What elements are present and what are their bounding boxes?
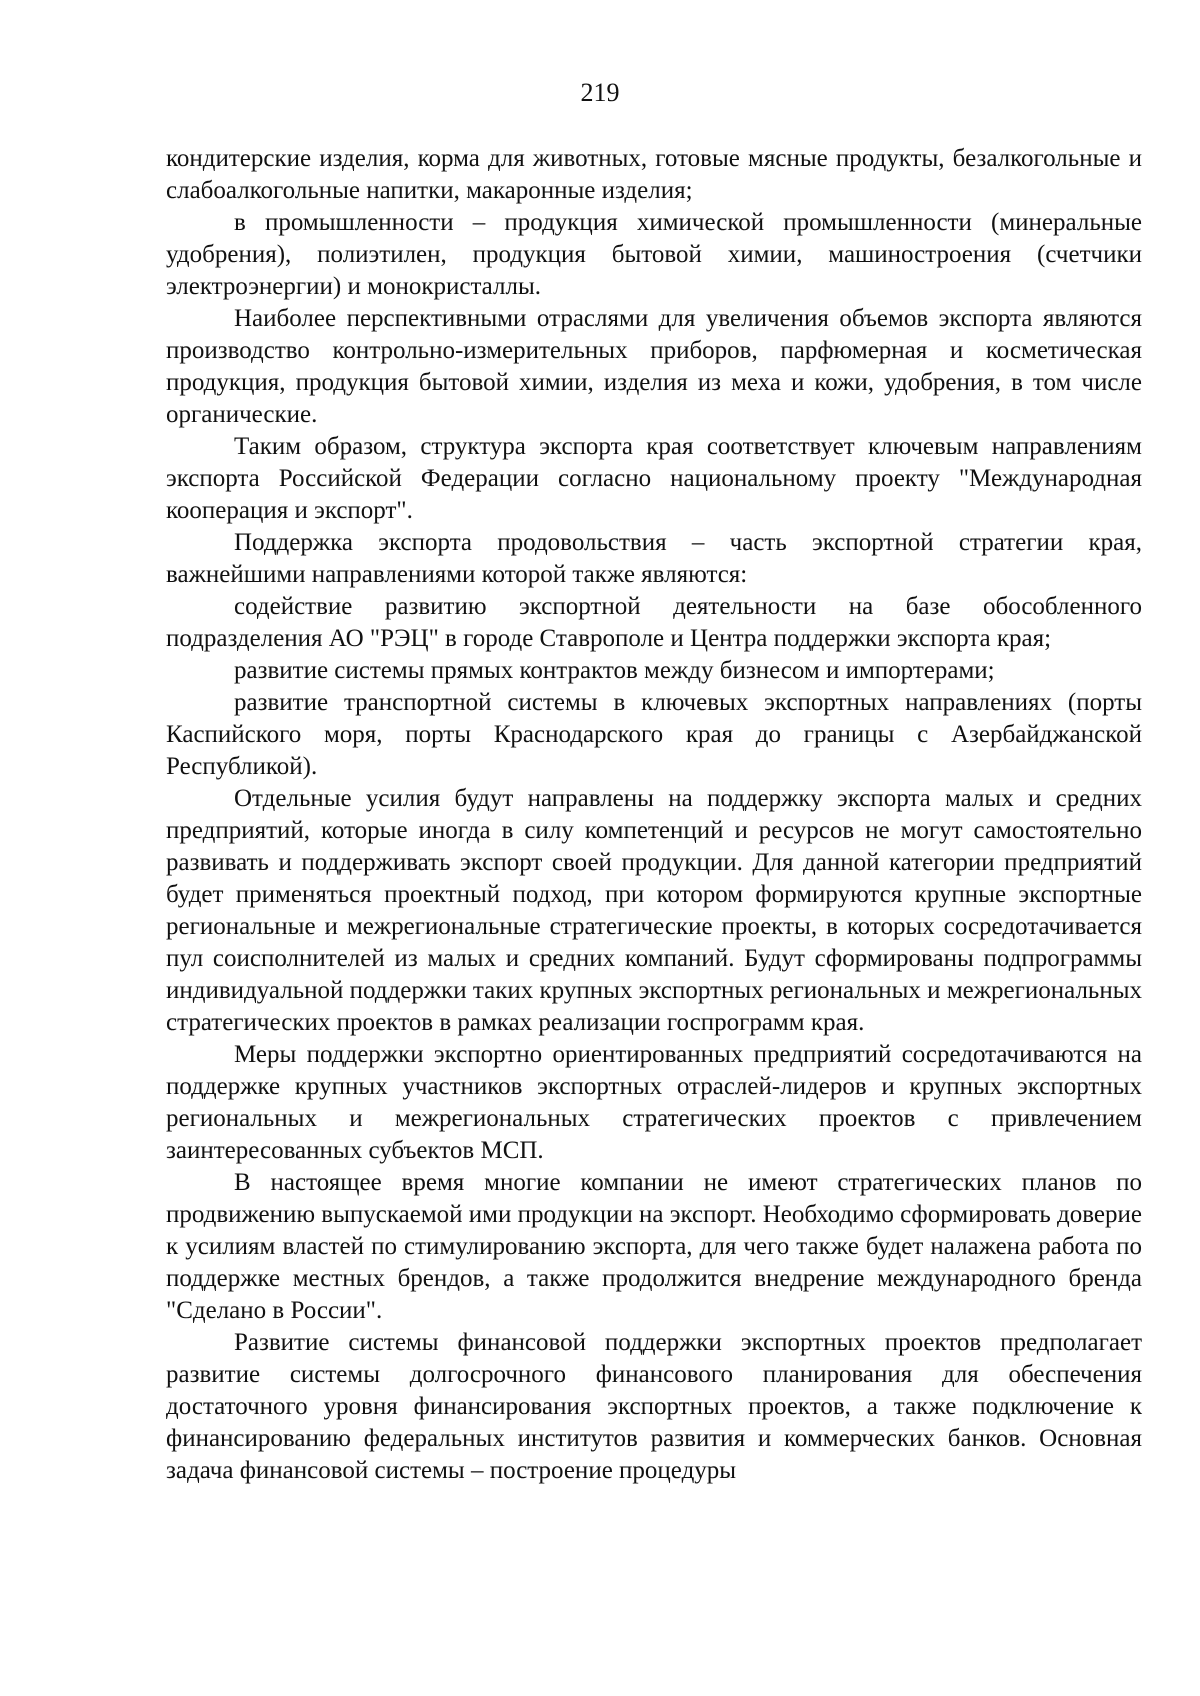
page-body bbox=[166, 143, 1142, 1487]
paragraph-5: Поддержка экспорта продовольствия – часть экспортной стратегии края, важнейшими направлениями которой также являются: bbox=[166, 529, 1142, 588]
paragraph-2: в промышленности – продукция химической промышленности (минеральные удобрения), полиэтилен, продукция бытовой химии, машиностроения (счетчики электроэнергии) и монокристаллы. bbox=[166, 209, 1142, 300]
paragraph-9: Отдельные усилия будут направлены на поддержку экспорта малых и средних предприятий, которые иногда в силу компетенций и ресурсов не могут самостоятельно развивать и поддерживать экспорт своей продукции. Для данной категории предприятий будет применяться проектный подход, при котором формируются крупные экспортные региональные и межрегиональные стратегические проекты, в которых сосредотачивается пул соисполнителей из малых и средних компаний. Будут сформированы подпрограммы индивидуальной поддержки таких крупных экспортных региональных и межрегиональных стратегических проектов в рамках реализации госпрограмм края. bbox=[166, 785, 1142, 1036]
paragraph-3: Наиболее перспективными отраслями для увеличения объемов экспорта являются производство контрольно-измерительных приборов, парфюмерная и косметическая продукция, продукция бытовой химии, изделия из меха и кожи, удобрения, в том числе органические. bbox=[166, 305, 1142, 428]
page-number: 219 bbox=[580, 78, 620, 107]
paragraph-4: Таким образом, структура экспорта края соответствует ключевым направлениям экспорта Российской Федерации согласно национальному проекту "Международная кооперация и экспорт". bbox=[166, 433, 1142, 524]
paragraph-7: развитие системы прямых контрактов между бизнесом и импортерами; bbox=[234, 657, 995, 684]
paragraph-12: Развитие системы финансовой поддержки экспортных проектов предполагает развитие системы долгосрочного финансового планирования для обеспечения достаточного уровня финансирования экспортных проектов, а также подключение к финансированию федеральных институтов развития и коммерческих банков. Основная задача финансовой системы – построение процедуры bbox=[166, 1329, 1142, 1484]
paragraph-6: содействие развитию экспортной деятельности на базе обособленного подразделения АО "РЭЦ" в городе Ставрополе и Центра поддержки экспорта края; bbox=[166, 593, 1142, 652]
paragraph-11: В настоящее время многие компании не имеют стратегических планов по продвижению выпускаемой ими продукции на экспорт. Необходимо сформировать доверие к усилиям властей по стимулированию экспорта, для чего также будет налажена работа по поддержке местных брендов, а также продолжится внедрение международного бренда "Сделано в России". bbox=[166, 1169, 1142, 1324]
paragraph-1: кондитерские изделия, корма для животных, готовые мясные продукты, безалкогольные и слабоалкогольные напитки, макаронные изделия; bbox=[166, 145, 1142, 204]
paragraph-8: развитие транспортной системы в ключевых экспортных направлениях (порты Каспийского моря, порты Краснодарского края до границы с Азербайджанской Республикой). bbox=[166, 689, 1142, 780]
paragraph-10: Меры поддержки экспортно ориентированных предприятий сосредотачиваются на поддержке крупных участников экспортных отраслей-лидеров и крупных экспортных региональных и межрегиональных стратегических проектов с привлечением заинтересованных субъектов МСП. bbox=[166, 1041, 1142, 1164]
